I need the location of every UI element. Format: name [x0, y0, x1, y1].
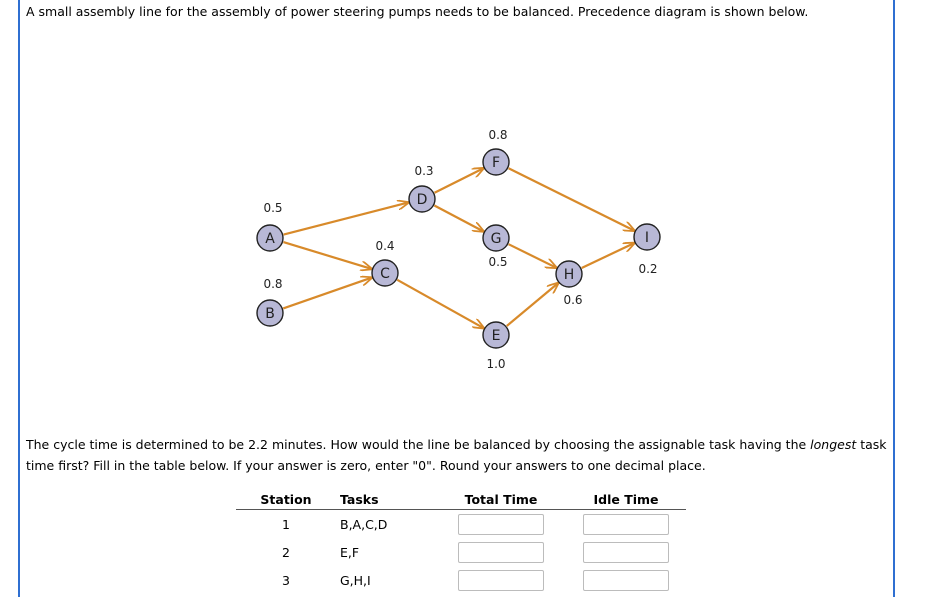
- question-part1: The cycle time is determined to be 2.2 minutes. How would the line be balanced by choosing the assignable task having the: [26, 437, 811, 452]
- edge-a-d: [284, 202, 409, 234]
- node-time-d: 0.3: [414, 164, 434, 178]
- table-row: [236, 538, 686, 566]
- node-time-i: 0.2: [638, 262, 658, 276]
- node-time-h: 0.6: [563, 293, 583, 307]
- total-time-input[interactable]: [458, 570, 544, 591]
- header-idle-time: Idle Time: [566, 489, 686, 510]
- edge-d-f: [435, 168, 484, 192]
- edge-c-e: [397, 280, 484, 328]
- edge-e-h: [507, 283, 559, 326]
- edge-g-h: [509, 244, 557, 268]
- station-cell: 2: [282, 544, 290, 560]
- total-time-input[interactable]: [458, 542, 544, 563]
- header-station: Station: [236, 489, 336, 510]
- node-label-e: E: [491, 328, 501, 344]
- table-row: [236, 510, 686, 539]
- node-time-c: 0.4: [375, 239, 395, 253]
- table-row: [236, 566, 686, 594]
- table-header-row: [236, 489, 686, 510]
- node-label-g: G: [490, 231, 502, 247]
- edge-d-g: [434, 206, 483, 232]
- node-label-c: C: [380, 266, 390, 282]
- header-tasks: Tasks: [336, 489, 436, 510]
- node-label-f: F: [491, 155, 501, 171]
- node-time-e: 1.0: [486, 357, 506, 371]
- balancing-table: [236, 489, 686, 594]
- idle-time-input[interactable]: [583, 570, 669, 591]
- node-label-d: D: [416, 192, 428, 208]
- node-time-b: 0.8: [263, 277, 283, 291]
- node-label-i: I: [644, 230, 650, 246]
- idle-time-input[interactable]: [583, 542, 669, 563]
- total-time-input[interactable]: [458, 514, 544, 535]
- edge-f-i: [509, 168, 635, 231]
- node-label-b: B: [265, 306, 275, 322]
- tasks-cell: B,A,C,D: [340, 516, 388, 532]
- edge-b-c: [283, 278, 372, 309]
- station-cell: 3: [282, 572, 290, 588]
- node-time-a: 0.5: [263, 201, 283, 215]
- node-label-h: H: [563, 267, 575, 283]
- intro-text: A small assembly line for the assembly of power steering pumps needs to be balanced. Precedence diagram is shown below.: [26, 4, 809, 19]
- node-label-a: A: [265, 231, 275, 247]
- edge-a-c: [283, 242, 371, 269]
- question-emphasis: longest: [810, 437, 857, 452]
- node-time-f: 0.8: [488, 128, 508, 142]
- node-time-g: 0.5: [488, 255, 508, 269]
- question-text: [26, 434, 891, 476]
- edge-h-i: [582, 243, 635, 268]
- header-total-time: Total Time: [436, 489, 566, 510]
- idle-time-input[interactable]: [583, 514, 669, 535]
- question-part2: task time first? Fill in the table below. If your answer is zero, enter "0". Round your answers to one decimal place.: [26, 437, 887, 473]
- tasks-cell: G,H,I: [340, 572, 371, 588]
- station-cell: 1: [282, 516, 290, 532]
- tasks-cell: E,F: [340, 544, 360, 560]
